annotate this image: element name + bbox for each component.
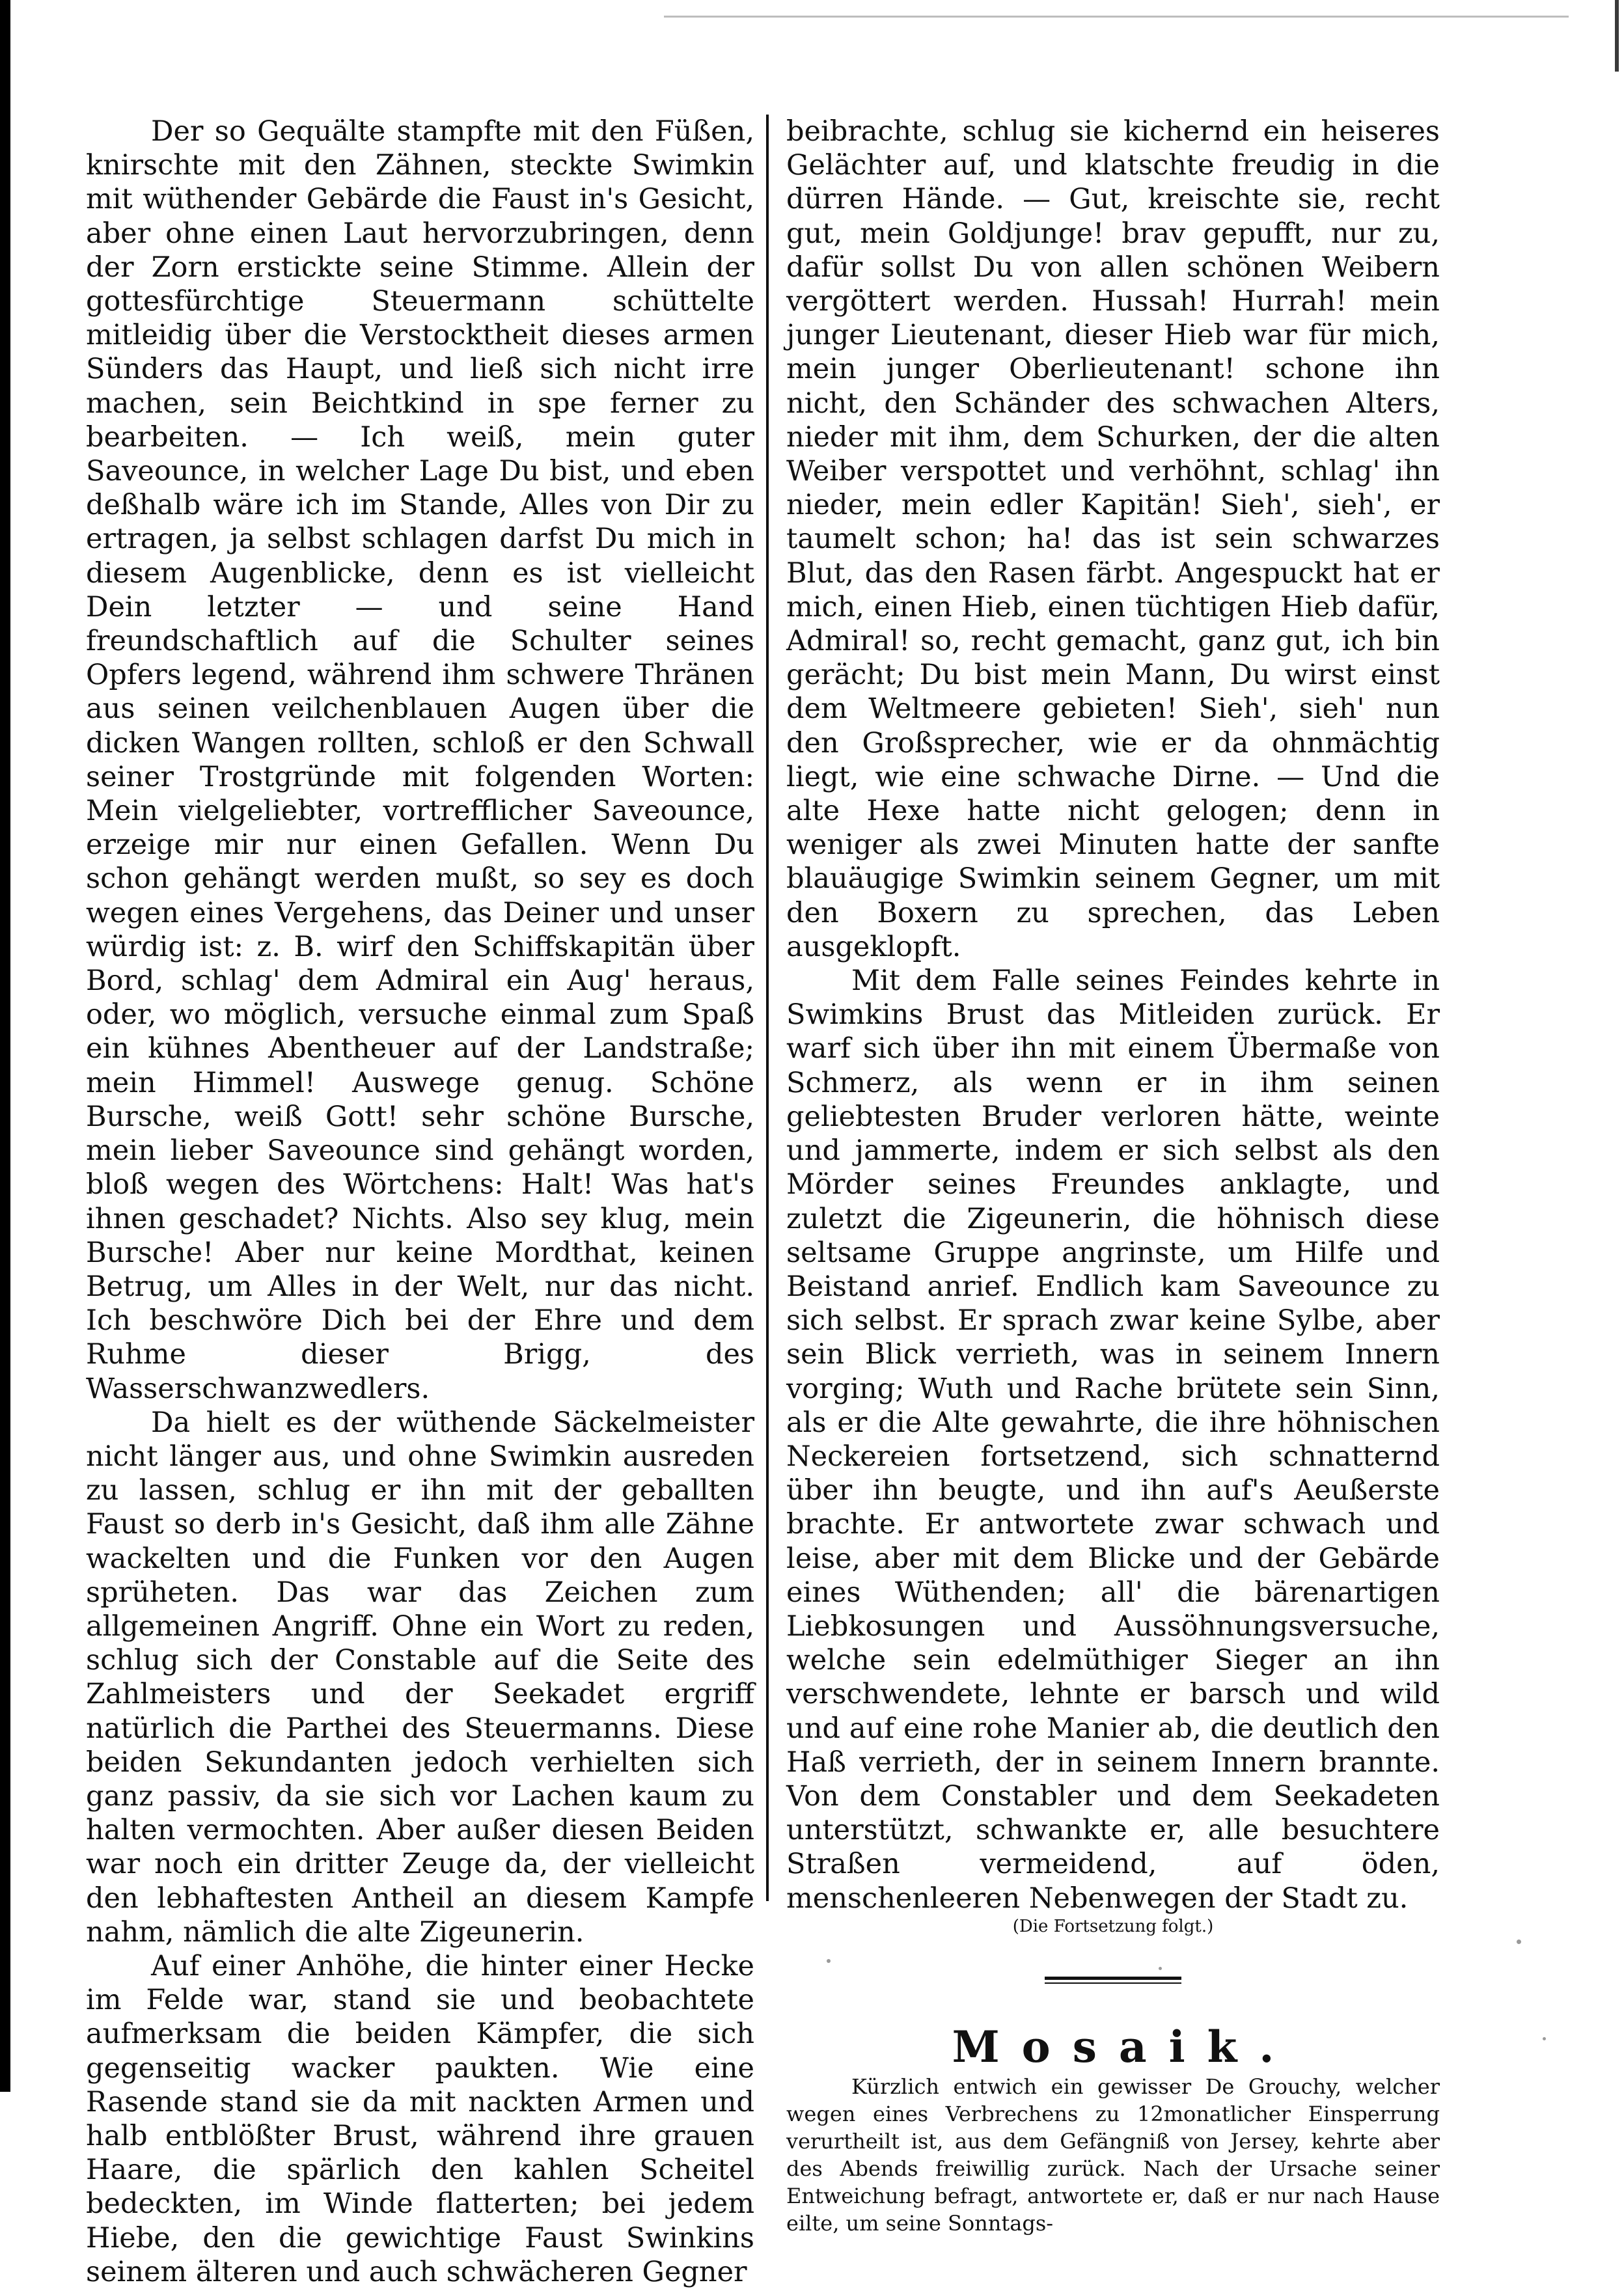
paragraph-continuation: beibrachte, schlug sie kichernd ein heiseres Gelächter auf, und klatschte freudig in die dürren Hände. — Gut, kreischte sie, recht gut, mein Goldjunge! brav gepufft, nur zu, dafür sollst Du von allen schönen Weibern vergöttert werden. Hussah! Hurrah! mein junger Lieutenant, dieser Hieb war für mich, mein junger Oberlieutenant! schone ihn nicht, den Schänder des schwachen Alters, nieder mit ihm, dem Schurken, der die alten Weiber verspottet und verhöhnt, schlag' ihn nieder, mein edler Kapitän! Sieh', sieh', er taumelt schon; ha! das ist sein schwarzes Blut, das den Rasen färbt. Angespuckt hat er mich, einen Hieb, einen tüchtigen Hieb dafür, Admiral! so, recht gemacht, ganz gut, ich bin gerächt; Du bist mein Mann, Du wirst einst dem Weltmeere gebieten! Sieh', sieh' nun den Großsprecher, wie er da ohnmächtig liegt, wie eine schwache Dirne. — Und die alte Hexe hatte nicht gelogen; denn in weniger als zwei Minuten hatte der sanfte blauäugige Swimkin seinem Gegner, um mit den Boxern zu sprechen, das Leben ausgeklopft. xyxy=(786,115,1440,963)
print-speck xyxy=(1543,2037,1546,2040)
paragraph: Mit dem Falle seines Feindes kehrte in Swimkins Brust das Mitleiden zurück. Er warf sich über ihn mit einem Übermaße von Schmerz, als wenn er in ihm seinen geliebtesten Bruder verloren hätte, weinte und jammerte, indem er sich selbst als den Mörder seines Freundes anklagte, und zuletzt die Zigeunerin, die höhnisch diese seltsame Gruppe angrinste, um Hilfe und Beistand anrief. Endlich kam Saveounce zu sich selbst. Er sprach zwar keine Sylbe, aber sein Blick verrieth, was in seinem Innern vorging; Wuth und Rache brütete sein Sinn, als er die Alte gewahrte, die ihre höhnischen Neckereien fortsetzend, sich schnatternd über ihn beugte, und ihn auf's Aeußerste brachte. Er antwortete zwar schwach und leise, aber mit dem Blicke und der Gebärde eines Wüthenden; all' die bärenartigen Liebkosungen und Aussöhnungsversuche, welche sein edelmüthiger Sieger an ihn verschwendete, lehnte er barsch und wild und auf eine rohe Manier ab, die deutlich den Haß verrieth, der in seinem Innern brannte. Von dem Constabler und dem Seekadeten unterstützt, schwankte er, alle besuchtere Straßen vermeidend, auf öden, menschenleeren Nebenwegen der Stadt zu. xyxy=(786,965,1440,1915)
section-title: Mosaik. xyxy=(952,2021,1297,2072)
section-ornament xyxy=(1045,1977,1181,1986)
top-rule xyxy=(664,16,1569,18)
mosaik-text: Kürzlich entwich ein gewisser De Grouchy, welcher wegen eines Verbrechens zu 12monatlicher Einsperrung verurtheilt ist, aus dem Gefängniß von Jersey, kehrte aber des Abends freiwillig zurück. Nach der Ursache seiner Entweichung befragt, antwortete er, daß er nur nach Hause eilte, um seine Sonntags- xyxy=(786,2074,1440,2236)
ornament-rule-thick xyxy=(1045,1977,1181,1980)
continuation-note: (Die Fortsetzung folgt.) xyxy=(1012,1916,1214,1936)
ornament-rule-thin xyxy=(1045,1982,1181,1984)
left-column xyxy=(86,115,754,2289)
print-speck xyxy=(1517,1939,1521,1944)
print-speck xyxy=(1159,1967,1162,1970)
right-column xyxy=(786,115,1440,2237)
paragraph: Der so Gequälte stampfte mit den Füßen, knirschte mit den Zähnen, steckte Swimkin mit wüthender Gebärde die Faust in's Gesicht, aber ohne einen Laut hervorzubringen, denn der Zorn erstickte seine Stimme. Allein der gottesfürchtige Steuermann schüttelte mitleidig über die Verstocktheit dieses armen Sünders das Haupt, und ließ sich nicht irre machen, sein Beichtkind in spe ferner zu bearbeiten. — Ich weiß, mein guter Saveounce, in welcher Lage Du bist, und eben deßhalb wäre ich im Stande, Alles von Dir zu ertragen, ja selbst schlagen darfst Du mich in diesem Augenblicke, denn es ist vielleicht Dein letzter — und seine Hand freundschaftlich auf die Schulter seines Opfers legend, während ihm schwere Thränen aus seinen veilchenblauen Augen über die dicken Wangen rollten, schloß er den Schwall seiner Trostgründe mit folgenden Worten: Mein vielgeliebter, vortrefflicher Saveounce, erzeige mir nur einen Gefallen. Wenn Du schon gehängt werden mußt, so sey es doch wegen eines Vergehens, das Deiner und unser würdig ist: z. B. wirf den Schiffskapitän über Bord, schlag' dem Admiral ein Aug' heraus, oder, wo möglich, versuche einmal zum Spaß ein kühnes Abentheuer auf der Landstraße; mein Himmel! Auswege genug. Schöne Bursche, weiß Gott! sehr schöne Bursche, mein lieber Saveounce sind gehängt worden, bloß wegen des Wörtchens: Halt! Was hat's ihnen geschadet? Nichts. Also sey klug, mein Bursche! Aber nur keine Mordthat, keinen Betrug, um Alles in der Welt, nur das nicht. Ich beschwöre Dich bei der Ehre und dem Ruhme dieser Brigg, des Wasserschwanzwedlers. xyxy=(86,115,754,1405)
paragraph: Da hielt es der wüthende Säckelmeister nicht länger aus, und ohne Swimkin ausreden zu lassen, schlug er ihn mit der geballten Faust so derb in's Gesicht, daß ihm alle Zähne wackelten und die Funken vor den Augen sprüheten. Das war das Zeichen zum allgemeinen Angriff. Ohne ein Wort zu reden, schlug sich der Constable auf die Seite des Zahlmeisters und der Seekadet ergriff natürlich die Parthei des Steuermanns. Diese beiden Sekundanten jedoch verhielten sich ganz passiv, da sie sich vor Lachen kaum zu halten vermochten. Aber außer diesen Beiden war noch ein dritter Zeuge da, der vielleicht den lebhaftesten Antheil an diesem Kampfe nahm, nämlich die alte Zigeunerin. xyxy=(86,1406,754,1949)
print-speck xyxy=(827,1959,831,1963)
column-divider xyxy=(766,115,769,1901)
page-binding-edge xyxy=(0,0,10,2092)
page-edge-mark xyxy=(1615,0,1619,72)
paragraph: Auf einer Anhöhe, die hinter einer Hecke im Felde war, stand sie und beobachtete aufmerksam die beiden Kämpfer, die sich gegenseitig wacker paukten. Wie eine Rasende stand sie da mit nackten Armen und halb entblößter Brust, während ihre grauen Haare, die spärlich den kahlen Scheitel bedeckten, im Winde flatterten; bei jedem Hiebe, den die gewichtige Faust Swinkins seinem älteren und auch schwächeren Gegner xyxy=(86,1949,754,2288)
